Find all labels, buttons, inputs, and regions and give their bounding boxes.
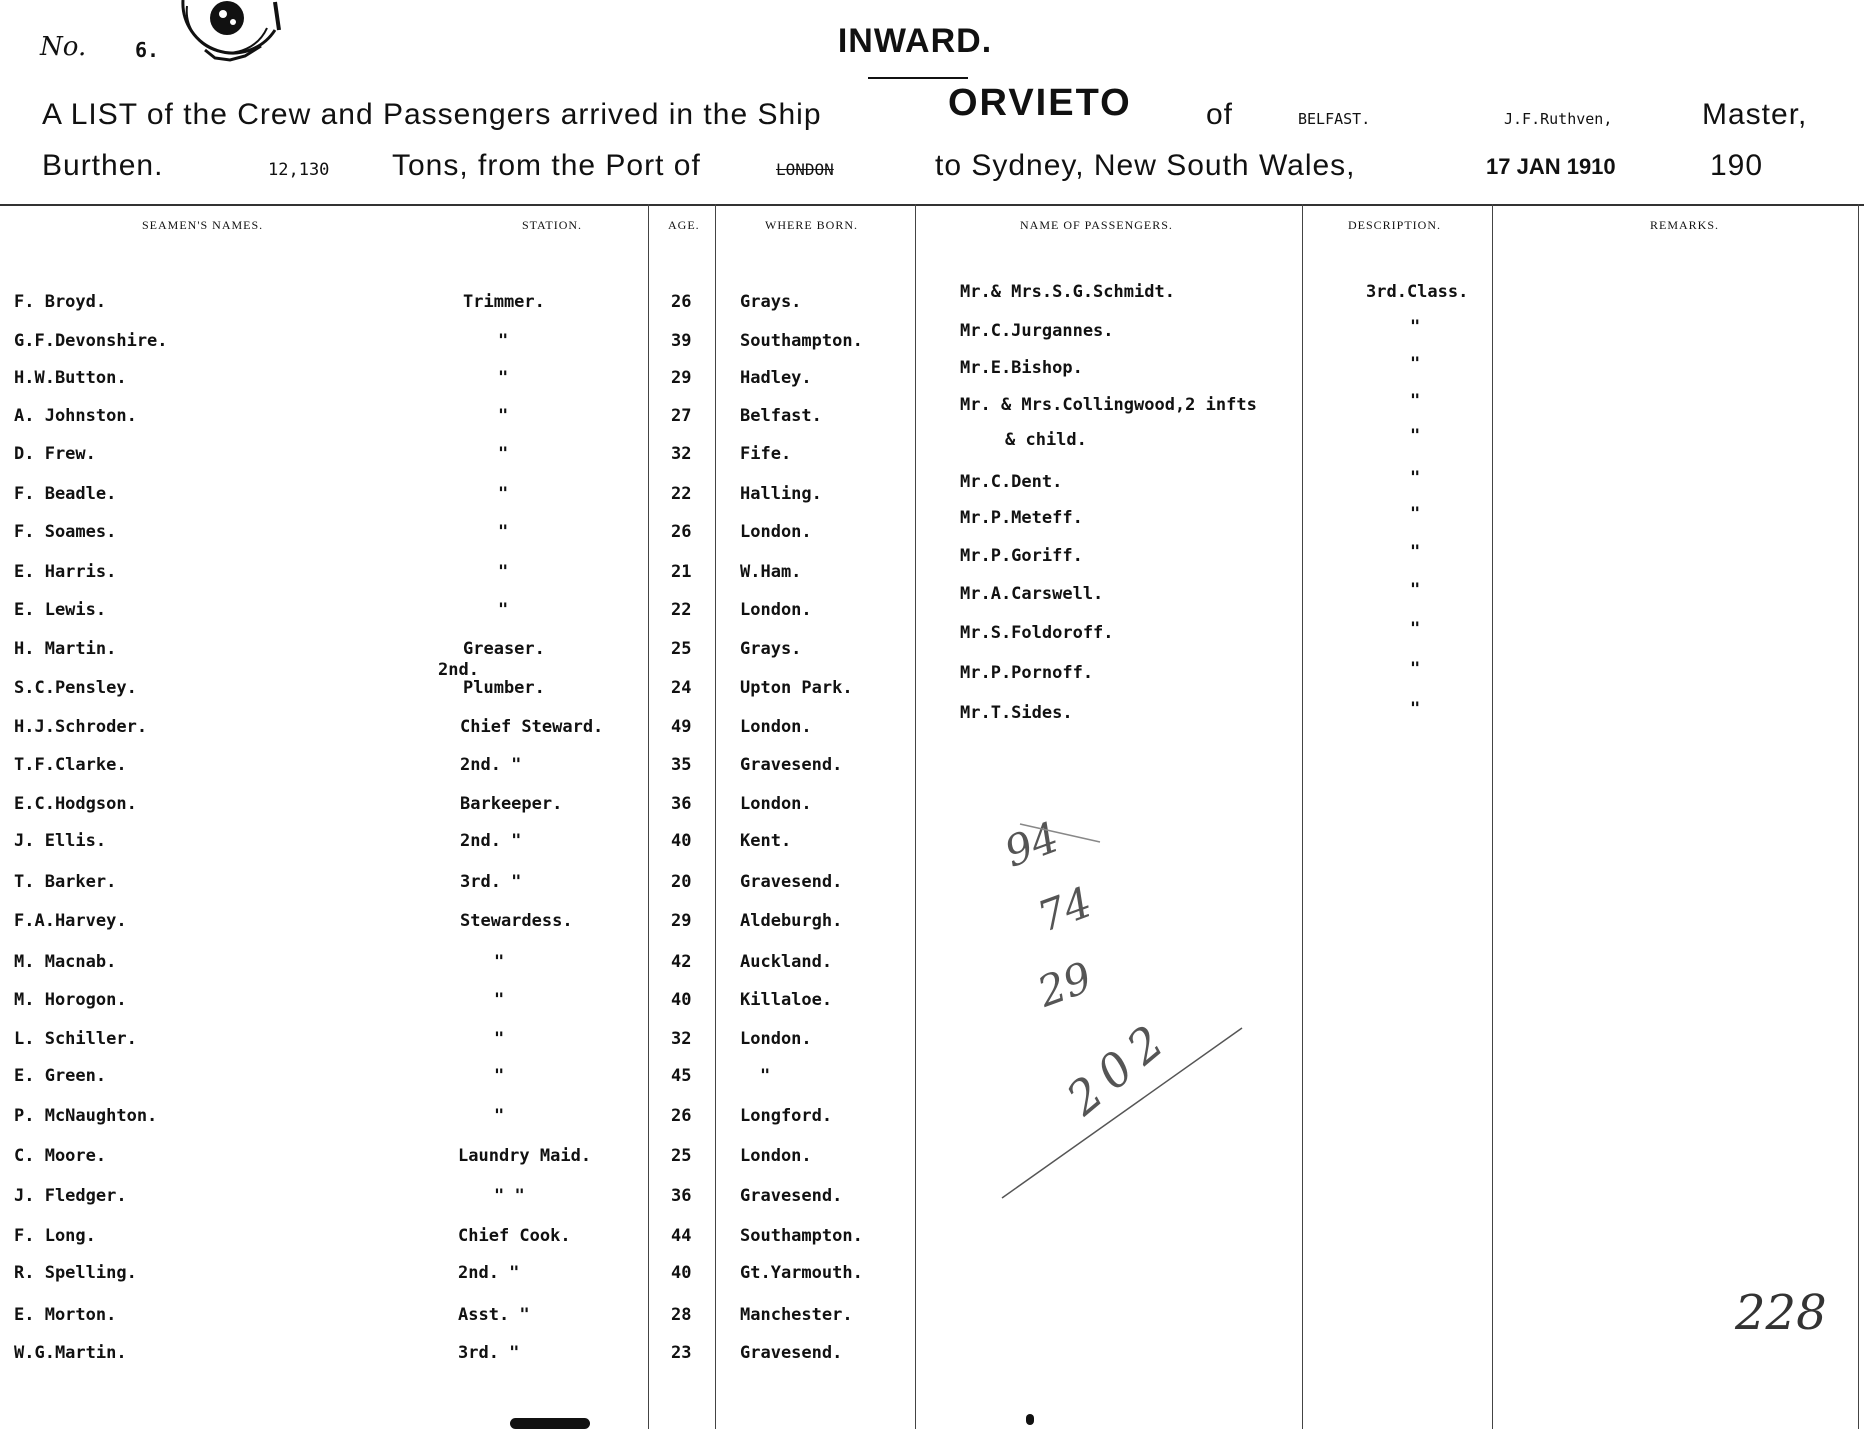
crew-station: Stewardess. [460, 911, 573, 931]
crew-name: M. Macnab. [14, 952, 117, 972]
crew-station: " [498, 444, 509, 464]
crew-station: Chief Steward. [460, 717, 604, 737]
departure-port: LONDON [776, 160, 834, 179]
crew-name: D. Frew. [14, 444, 96, 464]
crew-age: 42 [671, 952, 692, 972]
crew-station: " [494, 1106, 505, 1126]
crew-station: Chief Cook. [458, 1226, 571, 1246]
crew-name: F. Beadle. [14, 484, 117, 504]
crew-birthplace: Grays. [740, 292, 802, 312]
crew-station: 2nd. " [460, 755, 522, 775]
crew-age: 29 [671, 911, 692, 931]
crew-station: " [494, 1029, 505, 1049]
crew-birthplace: Southampton. [740, 331, 863, 351]
scan-edge-mark [510, 1418, 590, 1429]
passenger-name: Mr.C.Dent. [960, 472, 1063, 492]
passenger-description: 3rd.Class. [1366, 282, 1469, 302]
year-prefix: 190 [1710, 149, 1764, 182]
burthen-label: Burthen. [42, 149, 164, 182]
arrival-date-stamp: 17 JAN 1910 [1486, 154, 1616, 179]
crew-name: S.C.Pensley. [14, 678, 137, 698]
crew-station: " [494, 990, 505, 1010]
crew-age: 28 [671, 1305, 692, 1325]
column-divider [1858, 204, 1859, 1429]
crew-station: " [498, 331, 509, 351]
crew-age: 29 [671, 368, 692, 388]
crew-age: 22 [671, 600, 692, 620]
crew-birthplace: Longford. [740, 1106, 833, 1126]
passenger-name: Mr.S.Foldoroff. [960, 623, 1114, 643]
crew-age: 32 [671, 444, 692, 464]
tons-from-port-label: Tons, from the Port of [392, 149, 701, 182]
master-name: J.F.Ruthven, [1504, 110, 1613, 128]
column-divider [1492, 204, 1493, 1429]
list-heading-line1: A LIST of the Crew and Passengers arrived in the Ship [42, 98, 822, 131]
destination-label: to Sydney, New South Wales, [935, 149, 1356, 182]
crew-age: 32 [671, 1029, 692, 1049]
crew-name: H.J.Schroder. [14, 717, 148, 737]
col-station: STATION. [522, 218, 583, 232]
crew-birthplace: London. [740, 717, 812, 737]
crew-name: J. Ellis. [14, 831, 107, 851]
crew-name: H. Martin. [14, 639, 117, 659]
passenger-description: " [1410, 504, 1421, 524]
column-divider [648, 204, 649, 1429]
crew-birthplace: Kent. [740, 831, 792, 851]
crew-age: 26 [671, 292, 692, 312]
crew-birthplace: Gravesend. [740, 755, 843, 775]
crew-age: 36 [671, 794, 692, 814]
crew-age: 44 [671, 1226, 692, 1246]
passenger-description: " [1410, 699, 1421, 719]
crew-station: " [498, 562, 509, 582]
crew-age: 20 [671, 872, 692, 892]
crew-age: 36 [671, 1186, 692, 1206]
crew-station: 2nd. " [460, 831, 522, 851]
crew-name: A. Johnston. [14, 406, 137, 426]
crew-age: 23 [671, 1343, 692, 1363]
crew-birthplace: Aldeburgh. [740, 911, 843, 931]
crew-birthplace: Belfast. [740, 406, 822, 426]
crew-birthplace: London. [740, 522, 812, 542]
crew-birthplace: Fife. [740, 444, 792, 464]
crew-name: M. Horogon. [14, 990, 127, 1010]
passenger-name: Mr.A.Carswell. [960, 584, 1104, 604]
crew-name: E. Harris. [14, 562, 117, 582]
passenger-description: " [1410, 426, 1421, 446]
crew-name: H.W.Button. [14, 368, 127, 388]
crew-birthplace: " [760, 1066, 771, 1086]
crew-birthplace: Hadley. [740, 368, 812, 388]
crew-station: Plumber. [463, 678, 545, 698]
crew-age: 24 [671, 678, 692, 698]
crew-station: " [494, 952, 505, 972]
title-divider [868, 77, 968, 79]
ship-name: ORVIETO [948, 82, 1132, 124]
passenger-name: & child. [1005, 430, 1087, 450]
crew-name: G.F.Devonshire. [14, 331, 168, 351]
crew-name: F. Broyd. [14, 292, 107, 312]
passenger-name: Mr. & Mrs.Collingwood,2 infts [960, 395, 1257, 415]
crew-age: 49 [671, 717, 692, 737]
crew-name: L. Schiller. [14, 1029, 137, 1049]
handwritten-total: 202 [1056, 1008, 1182, 1126]
crew-birthplace: Grays. [740, 639, 802, 659]
crew-name: T.F.Clarke. [14, 755, 127, 775]
crew-age: 26 [671, 522, 692, 542]
crew-station: 2nd. " [458, 1263, 520, 1283]
column-divider [915, 204, 916, 1429]
crew-name: P. McNaughton. [14, 1106, 158, 1126]
handwritten-tally: 29 [1031, 952, 1099, 1017]
crew-station: " [498, 484, 509, 504]
number-value: 6. [135, 38, 160, 62]
handwritten-page-number: 228 [1735, 1285, 1827, 1341]
crew-age: 26 [671, 1106, 692, 1126]
crew-age: 27 [671, 406, 692, 426]
passenger-name: Mr.E.Bishop. [960, 358, 1083, 378]
crew-birthplace: Southampton. [740, 1226, 863, 1246]
crew-birthplace: W.Ham. [740, 562, 802, 582]
crew-station: Asst. " [458, 1305, 530, 1325]
crew-birthplace: Gravesend. [740, 1343, 843, 1363]
crew-name: E. Green. [14, 1066, 107, 1086]
crew-age: 22 [671, 484, 692, 504]
crew-age: 25 [671, 639, 692, 659]
crew-birthplace: Upton Park. [740, 678, 853, 698]
passenger-name: Mr.T.Sides. [960, 703, 1073, 723]
crew-name: E.C.Hodgson. [14, 794, 137, 814]
crew-age: 21 [671, 562, 692, 582]
crew-birthplace: Halling. [740, 484, 822, 504]
crew-age: 39 [671, 331, 692, 351]
crew-name: E. Morton. [14, 1305, 117, 1325]
passenger-name: Mr.C.Jurgannes. [960, 321, 1114, 341]
crew-station: " [494, 1066, 505, 1086]
passenger-name: Mr.P.Pornoff. [960, 663, 1094, 683]
port-of-registry: BELFAST. [1298, 110, 1371, 128]
crew-station-note: 2nd. [438, 660, 479, 680]
crew-station: " [498, 600, 509, 620]
crew-age: 35 [671, 755, 692, 775]
crew-station: " [498, 406, 509, 426]
crew-birthplace: Auckland. [740, 952, 833, 972]
crew-age: 45 [671, 1066, 692, 1086]
document-title: INWARD. [837, 22, 993, 60]
crew-birthplace: Gt.Yarmouth. [740, 1263, 863, 1283]
number-label: No. [40, 32, 87, 62]
master-label: Master, [1702, 98, 1808, 131]
handwritten-tally: 94 [998, 812, 1066, 877]
col-remarks: REMARKS. [1650, 218, 1720, 232]
crew-station: " [498, 368, 509, 388]
passenger-description: " [1410, 468, 1421, 488]
passenger-description: " [1410, 391, 1421, 411]
crew-birthplace: London. [740, 794, 812, 814]
table-top-rule [0, 204, 1864, 206]
crew-station: Laundry Maid. [458, 1146, 592, 1166]
crew-age: 40 [671, 990, 692, 1010]
crew-birthplace: London. [740, 600, 812, 620]
passenger-description: " [1410, 542, 1421, 562]
crew-station: 3rd. " [458, 1343, 520, 1363]
crew-name: C. Moore. [14, 1146, 107, 1166]
passenger-description: " [1410, 619, 1421, 639]
passenger-description: " [1410, 659, 1421, 679]
passenger-name: Mr.P.Goriff. [960, 546, 1083, 566]
crew-station: " " [494, 1186, 525, 1206]
crew-birthplace: Gravesend. [740, 1186, 843, 1206]
crew-name: F. Long. [14, 1226, 96, 1246]
crew-name: E. Lewis. [14, 600, 107, 620]
crew-name: T. Barker. [14, 872, 117, 892]
crew-station: " [498, 522, 509, 542]
scan-edge-mark [1026, 1414, 1034, 1425]
pencil-strokes-icon [1000, 810, 1270, 1210]
crew-name: W.G.Martin. [14, 1343, 127, 1363]
crew-age: 40 [671, 831, 692, 851]
of-label: of [1206, 98, 1234, 131]
col-where-born: WHERE BORN. [765, 218, 858, 232]
crew-birthplace: Killaloe. [740, 990, 833, 1010]
crew-name: R. Spelling. [14, 1263, 137, 1283]
crew-station: Trimmer. [463, 292, 545, 312]
column-divider [715, 204, 716, 1429]
passenger-description: " [1410, 317, 1421, 337]
crew-age: 25 [671, 1146, 692, 1166]
crew-station: 3rd. " [460, 872, 522, 892]
crew-station: Barkeeper. [460, 794, 563, 814]
crew-birthplace: Manchester. [740, 1305, 853, 1325]
crew-birthplace: London. [740, 1029, 812, 1049]
crew-name: F.A.Harvey. [14, 911, 127, 931]
handwritten-tally: 74 [1031, 877, 1099, 942]
passenger-name: Mr.& Mrs.S.G.Schmidt. [960, 282, 1175, 302]
crew-age: 40 [671, 1263, 692, 1283]
col-passenger-names: NAME OF PASSENGERS. [1020, 218, 1173, 232]
crew-birthplace: Gravesend. [740, 872, 843, 892]
crew-station: Greaser. [463, 639, 545, 659]
col-seamen-names: SEAMEN'S NAMES. [142, 218, 264, 232]
crew-name: J. Fledger. [14, 1186, 127, 1206]
passenger-name: Mr.P.Meteff. [960, 508, 1083, 528]
col-age: AGE. [668, 218, 700, 232]
passenger-description: " [1410, 354, 1421, 374]
crew-name: F. Soames. [14, 522, 117, 542]
col-description: DESCRIPTION. [1348, 218, 1442, 232]
crew-birthplace: London. [740, 1146, 812, 1166]
passenger-description: " [1410, 580, 1421, 600]
tons-value: 12,130 [268, 160, 330, 180]
column-divider [1302, 204, 1303, 1429]
